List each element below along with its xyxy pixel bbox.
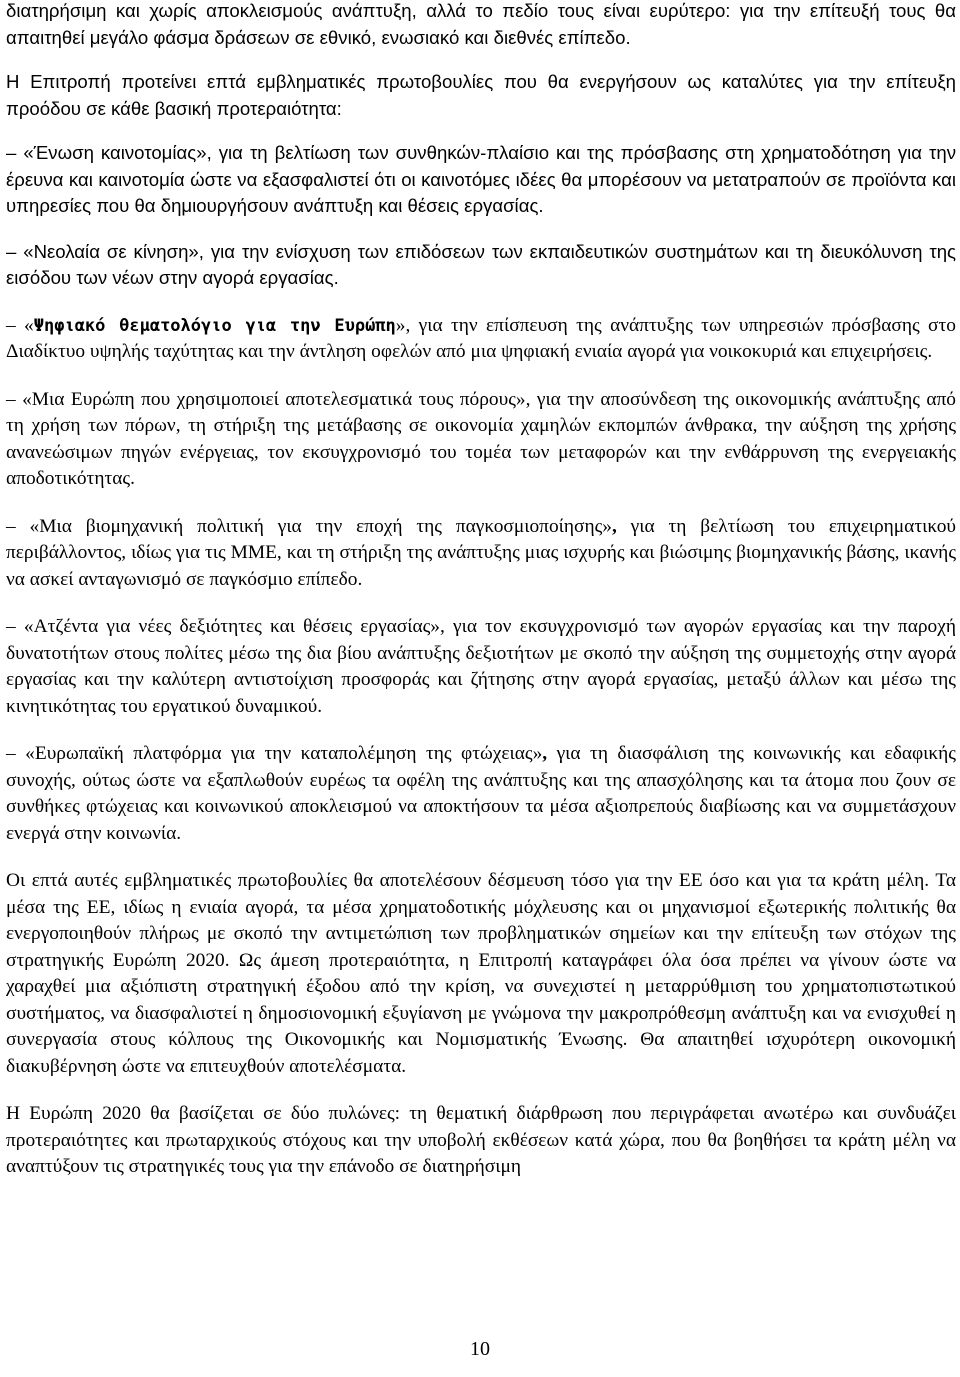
bullet-youth-on-the-move: – «Νεολαία σε κίνηση», για την ενίσχυση των επιδόσεων των εκπαιδευτικών συστημάτων και τη διευκόλυνση της εισόδου των νέων στην αγορά εργασίας. xyxy=(6,240,956,288)
document-page xyxy=(6,0,956,1377)
bullet-anti-poverty-platform xyxy=(6,741,956,847)
bullet-digital-agenda-text: », για την επίσπευση της ανάπτυξης των υπηρεσιών πρόσβασης στο Διαδίκτυο υψηλής ταχύτητας και την άντληση οφελών από μια ψηφιακή ενιαία αγορά για νοικοκυριά και επιχειρήσεις. xyxy=(6,314,956,362)
paragraph-intro-continuation: διατηρήσιμη και χωρίς αποκλεισμούς ανάπτυξη, αλλά το πεδίο τους είναι ευρύτερο: για την επίτευξή τους θα απαιτηθεί μεγάλο φάσμα δράσεων σε εθνικό, ενωσιακό και διεθνές επίπεδο. xyxy=(6,0,956,48)
bullet-anti-poverty-text: για τη διασφάλιση της κοινωνικής και εδαφικής συνοχής, ούτως ώστε να εξαπλωθούν ευρέως τα οφέλη της ανάπτυξης και της απασχόλησης και τα άτομα που ζουν σε συνθήκες φτώχειας και κοινωνικού αποκλεισμού να αποκτήσουν τα μέσα αξιοπρεπούς διαβίωσης και να συμμετάσχουν ενεργά στην κοινωνία. xyxy=(6,743,956,844)
bullet-digital-agenda-title: Ψηφιακό θεματολόγιο για την Ευρώπη xyxy=(33,315,396,336)
bullet-anti-poverty-comma: , xyxy=(542,743,548,764)
bullet-innovation-union: – «Ένωση καινοτομίας», για τη βελτίωση των συνθηκών-πλαίσιο και της πρόσβασης στη χρηματοδότηση για την έρευνα και καινοτομία ώστε να εξασφαλιστεί ότι οι καινοτόμες ιδέες θα μπορέσουν να μετατραπούν σε προϊόντα και υπηρεσίες που θα δημιουργήσουν ανάπτυξη και θέσεις εργασίας. xyxy=(6,142,956,216)
bullet-industrial-policy-comma: , xyxy=(611,515,617,537)
page-number: 10 xyxy=(470,1338,490,1360)
bullet-anti-poverty-title: – «Ευρωπαϊκή πλατφόρμα για την καταπολέμηση της φτώχειας» xyxy=(6,743,543,764)
paragraph-commitment: Οι επτά αυτές εμβληματικές πρωτοβουλίες θα αποτελέσουν δέσμευση τόσο για την ΕΕ όσο και για τα κράτη μέλη. Τα μέσα της ΕΕ, ιδίως η ενιαία αγορά, τα μέσα χρηματοδοτικής μόχλευσης και οι μηχανισμοί εξωτερικής πολιτικής θα ενεργοποιηθούν πλήρως με σκοπό την αντιμετώπιση των προβληματικών σημείων και την επίτευξη των στόχων της στρατηγικής Ευρώπη 2020. Ως άμεση προτεραιότητα, η Επιτροπή καταγράφει όλα όσα πρέπει να γίνουν ώστε να χαραχθεί μια αξιόπιστη στρατηγική έξοδου από την κρίση, να συνεχιστεί η μεταρρύθμιση του χρηματοπιστωτικού συστήματος, να διασφαλιστεί η δημοσιονομική εξυγίανση με γνώμονα την μακροπρόθεσμη ανάπτυξη και να ενισχυθεί η συνεργασία στους κόλπους της Οικονομικής και Νομισματικής Ένωσης. Θα απαιτηθεί ισχυρότερη οικονομική διακυβέρνηση ώστε να επιτευχθούν αποτελέσματα. xyxy=(6,870,956,1077)
bullet-industrial-policy-title: – «Μια βιομηχανική πολιτική για την εποχή της παγκοσμιοποίησης» xyxy=(6,515,612,537)
bullet-industrial-policy-text: για τη βελτίωση του επιχειρηματικού περιβάλλοντος, ιδίως για τις ΜΜΕ, και τη στήριξη της ανάπτυξης μιας ισχυρής και βιώσιμης βιομηχανικής βάσης, ικανής να ασκεί ανταγωνισμό σε παγκόσμιο επίπεδο. xyxy=(6,515,956,590)
paragraph-flagship-intro: Η Επιτροπή προτείνει επτά εμβληματικές πρωτοβουλίες που θα ενεργήσουν ως καταλύτες για την επίτευξη προόδου σε κάθε βασική προτεραιότητα: xyxy=(6,71,956,119)
bullet-resource-efficient-europe: – «Μια Ευρώπη που χρησιμοποιεί αποτελεσματικά τους πόρους», για την αποσύνδεση της οικονομικής ανάπτυξης από τη χρήση των πόρων, τη στήριξη της μετάβασης σε οικονομία χαμηλών εκπομπών άνθρακα, την αύξηση της χρήσης ανανεώσιμων πηγών ενέργειας, τον εκσυγχρονισμό του τομέα των μεταφορών και την ενθάρρυνση της ενεργειακής αποδοτικότητας. xyxy=(6,388,956,489)
bullet-industrial-policy xyxy=(6,514,956,594)
bullet-new-skills-jobs: – «Ατζέντα για νέες δεξιότητες και θέσεις εργασίας», για τον εκσυγχρονισμό των αγορών εργασίας και την παροχή δυνατοτήτων στους πολίτες μέσω της δια βίου ανάπτυξης δεξιοτήτων με σκοπό την αύξηση της συμμετοχής στην αγορά εργασίας και την καλύτερη αντιστοίχιση προσφοράς και ζήτησης στην αγορά εργασίας, μεταξύ άλλων και μέσω της κινητικότητας του εργατικού δυναμικού. xyxy=(6,616,956,717)
paragraph-two-pillars: Η Ευρώπη 2020 θα βασίζεται σε δύο πυλώνες: τη θεματική διάρθρωση που περιγράφεται ανωτέρω και συνδυάζει προτεραιότητες και πρωταρχικούς στόχους και την υποβολή εκθέσεων κατά χώρα, που θα βοηθήσει τα κράτη μέλη να αναπτύξουν τις στρατηγικές τους για την επάνοδο σε διατηρήσιμη xyxy=(6,1103,956,1177)
bullet-digital-agenda-prefix: – « xyxy=(6,314,34,336)
bullet-digital-agenda xyxy=(6,313,956,366)
